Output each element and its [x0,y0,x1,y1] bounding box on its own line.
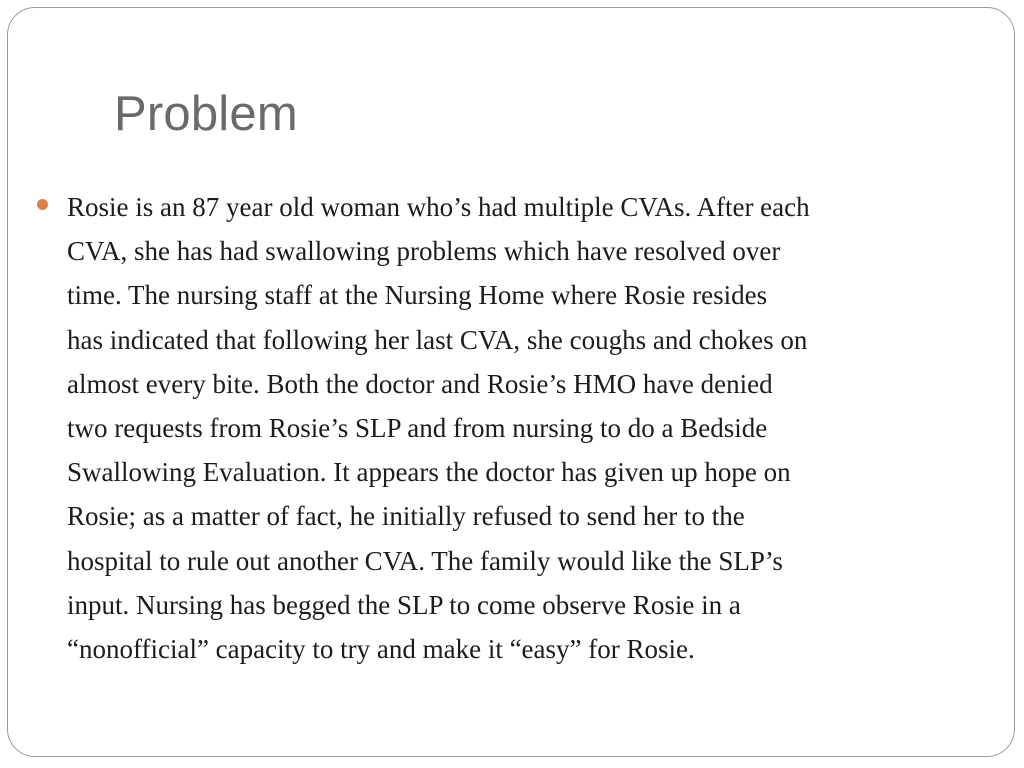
slide-title: Problem [114,87,298,141]
bullet-dot-icon [37,199,48,210]
slide-body [36,185,976,671]
bullet-item [36,185,976,671]
bullet-text: Rosie is an 87 year old woman who’s had multiple CVAs. After each CVA, she has had swallowing problems which have resolved over time. The nursing staff at the Nursing Home where Rosie resides has indicated that following her last CVA, she coughs and chokes on almost every bite. Both the doctor and Rosie’s HMO have denied two requests from Rosie’s SLP and from nursing to do a Bedside Swallowing Evaluation. It appears the doctor has given up hope on Rosie; as a matter of fact, he initially refused to send her to the hospital to rule out another CVA. The family would like the SLP’s input. Nursing has begged the SLP to come observe Rosie in a “nonofficial” capacity to try and make it “easy” for Rosie. [67,192,810,665]
